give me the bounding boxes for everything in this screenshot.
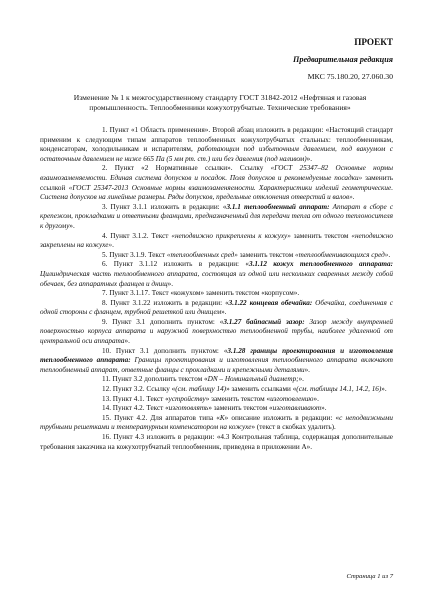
text: » заменить текстом « <box>208 404 273 413</box>
emphasis: К <box>219 413 225 422</box>
term: 3.1.22 концевая обечайка: <box>228 298 313 307</box>
paragraph-8 <box>40 299 393 318</box>
paragraph-9 <box>40 318 393 347</box>
document-title: Изменение № 1 к межгосударственному стандарту ГОСТ 31842-2012 «Нефтяная и газовая промышленность. Теплообменники кожухотрубчатые. Технические требования» <box>73 93 367 112</box>
definition: Границы проектирования и изготовления теплообменного аппарата включают теплообменный аппарат, ответные фланцы с прокладками и крепежными деталями <box>40 356 393 374</box>
paragraph-6 <box>40 260 393 289</box>
paragraph-7 <box>40 289 393 299</box>
text: ». <box>306 154 313 163</box>
text: ». <box>321 404 327 413</box>
paragraph-5 <box>40 251 393 261</box>
text: заменить текстом <box>237 250 296 259</box>
emphasis: изготовлять <box>168 404 209 413</box>
text: 7. Пункт 3.1.17. Текст «кожухом» заменить текстом «корпусом». <box>102 289 300 298</box>
text: 11. Пункт 3.2 дополнить текстом « <box>102 375 208 384</box>
text: 16. Пункт 4.3 изложить в редакции: «4.3 Контрольная таблица, содержащая дополнительные требования заказчика на кожухотрубчатый теплообменник, приведена в приложении А». <box>40 433 393 451</box>
text: 8. Пункт 3.1.22 изложить в редакции: « <box>102 298 229 307</box>
paragraph-4 <box>40 232 393 251</box>
edition-label: Предварительная редакция <box>293 55 393 64</box>
paragraph-14 <box>40 404 393 414</box>
paragraph-12 <box>40 385 393 395</box>
text: ». <box>69 221 75 230</box>
text: 13. Пункт 4.1. Текст « <box>102 394 169 403</box>
text: 3. Пункт 3.1.1 изложить в редакции: « <box>102 202 227 211</box>
text: . <box>388 250 391 259</box>
emphasis: «теплообменных сред» <box>166 250 238 259</box>
text: » (текст в скобках удалить). <box>251 423 336 432</box>
paragraph-1 <box>40 126 393 164</box>
text: 12. Пункт 3.2. Ссылку « <box>102 385 176 394</box>
term: 3.1.28 границы проектирования и изготовления теплообменного аппарата: <box>40 346 393 365</box>
emphasis: изготовлению <box>270 394 314 403</box>
text: 1. Пункт «1 Область применения». Второй абзац изложить в редакции: «Настоящий стандарт применим к следующим типам аппаратов теплообменных кожухотрубчатых стальных: теплообменникам, конденсаторам, холодильникам и испарителям, <box>40 126 393 154</box>
emphasis: с неподвижными трубными решетками и температурным компенсатором на кожухе <box>40 413 393 432</box>
paragraph-11 <box>40 375 393 385</box>
term: 3.1.12 кожух теплообменного аппарата: <box>248 260 393 269</box>
text: ». <box>304 365 310 374</box>
text: . <box>112 241 114 250</box>
text: ». <box>298 375 304 384</box>
text: 9. Пункт 3.1 дополнить пунктом: « <box>102 317 224 326</box>
paragraph-2 <box>40 164 393 202</box>
text: 15. Пункт 4.2. Для аппаратов типа « <box>102 413 220 422</box>
emphasis: (см. таблицы 14.1, 14.2, 16) <box>296 385 382 394</box>
emphasis: (см. таблицу 14) <box>175 385 227 394</box>
definition: Обечайка, соединенная с одной стороны с фланцем, трубной решеткой или днищем <box>40 298 393 317</box>
text: 5. Пункт 3.1.9. Текст <box>102 250 167 259</box>
definition: Цилиндрическая часть теплообменного аппарата, состоящая из одной или нескольких сваренных между собой обечаек, без аппаратных фланцев и днищ <box>40 269 393 288</box>
document-body <box>40 126 393 452</box>
paragraph-10 <box>40 347 393 376</box>
draft-stamp: ПРОЕКТ <box>354 37 393 47</box>
emphasis: DN – Номинальный диаметр; <box>207 375 299 384</box>
term: 3.1.27 байпасный зазор: <box>223 317 305 326</box>
text: ». <box>381 385 387 394</box>
text: ». <box>313 394 319 403</box>
text: . <box>352 193 355 202</box>
text: ». <box>167 279 174 288</box>
text: ». <box>124 337 130 346</box>
emphasis: работающим под избыточным давлением, под вакуумом с остаточным давлением не ниже 665 Па (5 мм рт. ст.) или без давления (под наливом) <box>40 145 393 163</box>
term: 3.1.1 теплообменный аппарат: <box>226 202 330 211</box>
text: » заменить ссылками « <box>226 385 297 394</box>
paragraph-3 <box>40 203 393 232</box>
text: 10. Пункт 3.1 дополнить пунктом: « <box>102 346 228 355</box>
paragraph-16 <box>40 433 393 452</box>
emphasis: «неподвижно закреплены на кожухе» <box>40 231 394 250</box>
emphasis: «теплообменивающихся сред» <box>295 250 389 259</box>
emphasis: изготавливают <box>272 404 322 413</box>
emphasis: «ГОСТ 25347–82 Основные нормы взаимозаменяемости. Единая система допусков и посадок. Поля допусков и рекомендуемые посадки» <box>40 164 394 182</box>
text: 14. Пункт 4.2. Текст « <box>102 404 169 413</box>
definition: Зазор между внутренней поверхностью корпуса аппарата и наружной поверхностью теплообменной трубы, наиболее удаленной от центральной оси аппарата <box>40 317 393 346</box>
emphasis: «ГОСТ 25347-2013 Основные нормы взаимозаменяемости. Характеристики изделий геометрические. Система допусков на линейные размеры. Ряды допусков, предельные отклонения отверстий и валов» <box>40 183 393 202</box>
text: » описание изложить в редакции: « <box>224 413 340 422</box>
paragraph-15 <box>40 414 393 433</box>
paragraph-13 <box>40 395 393 405</box>
definition: Аппарат в сборе с крепежом, прокладками и ответными фланцами, предназначенный для передачи тепла от одного теплоносителя к другому <box>40 202 394 230</box>
emphasis: «неподвижно прикреплены к кожуху» <box>171 231 291 240</box>
text: 4. Пункт 3.1.2. Текст <box>102 231 172 240</box>
page-number: Страница 1 из 7 <box>346 573 393 580</box>
text: ». <box>221 308 227 317</box>
classification-codes: МКС 75.180.20, 27.060.30 <box>307 72 393 81</box>
text: 6. Пункт 3.1.12 изложить в редакции: « <box>102 260 249 269</box>
text: заменить текстом <box>290 231 352 240</box>
text: заменить ссылкой <box>40 173 393 192</box>
text: 2. Пункт «2 Нормативные ссылки». Ссылку <box>102 164 271 173</box>
emphasis: устройству <box>168 394 206 403</box>
text: » заменить текстом « <box>205 394 271 403</box>
